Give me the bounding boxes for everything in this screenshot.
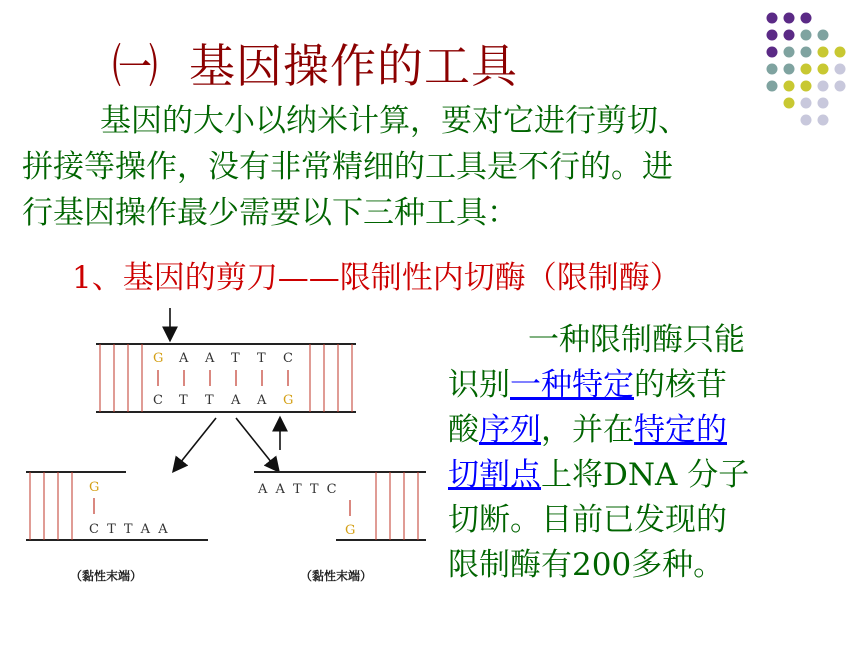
right-sticky-end-fragment [254, 472, 426, 540]
link-specific-kind[interactable]: 一种特定 [510, 367, 634, 403]
link-cut-site[interactable]: 切割点 [448, 457, 541, 493]
intro-line-3: 行基因操作最少需要以下三种工具： [22, 195, 518, 231]
right-top-bases: A A T T C [258, 482, 339, 497]
section-subtitle: 1、基因的剪刀——限制性内切酶（限制酶） [72, 260, 681, 296]
left-sticky-end-fragment [26, 472, 208, 540]
bottom-strand-bases [153, 393, 293, 408]
desc-line-2 [448, 363, 808, 408]
desc-text: 识别 [448, 367, 510, 403]
desc-text: ，并在 [541, 412, 634, 448]
dot-row-3 [767, 47, 846, 58]
dot-row-2 [767, 30, 829, 41]
base-bottom-6: G [283, 393, 294, 408]
restriction-enzyme-diagram [18, 300, 438, 600]
slide-title [112, 30, 518, 96]
desc-line-6: 限制酶有200多种。 [448, 547, 725, 583]
desc-line-5: 切断。目前已发现的 [448, 502, 727, 538]
dot-row-5 [767, 81, 846, 92]
desc-line-3 [448, 408, 808, 453]
intro-line-1: 基因的大小以纳米计算，要对它进行剪切、 [100, 103, 689, 139]
base-bottom-4: A [231, 393, 241, 408]
base-top-3: A [205, 351, 215, 366]
split-arrow-right [236, 418, 276, 468]
split-arrow-left [176, 418, 216, 468]
left-top-base: G [89, 480, 100, 495]
base-top-6: C [283, 351, 293, 366]
top-strand-bases [153, 351, 293, 366]
intact-dna-fragment [96, 344, 356, 412]
desc-line-1: 一种限制酶只能 [528, 322, 745, 358]
base-pair-bonds [158, 370, 288, 386]
intro-paragraph [22, 98, 842, 236]
title-section-number: ㈠ [112, 39, 159, 93]
desc-text: 酸 [448, 412, 479, 448]
left-caption: （黏性末端） [70, 569, 143, 583]
base-top-4: T [231, 351, 240, 366]
left-bottom-bases: C T T A A [89, 522, 170, 537]
right-caption: （黏性末端） [300, 569, 373, 583]
link-sequence[interactable]: 序列 [479, 412, 541, 448]
base-bottom-2: T [179, 393, 188, 408]
base-bottom-3: T [205, 393, 214, 408]
title-text: 基因操作的工具 [189, 39, 518, 93]
link-specific[interactable]: 特定的 [634, 412, 727, 448]
intro-line-2: 拼接等操作，没有非常精细的工具是不行的。进 [22, 149, 673, 185]
desc-line-4 [448, 453, 808, 498]
base-bottom-5: A [257, 393, 267, 408]
base-top-2: A [179, 351, 189, 366]
dot-row-1 [767, 13, 812, 24]
base-top-5: T [257, 351, 266, 366]
desc-text: 上将DNA 分子 [541, 457, 750, 493]
dot-row-4 [767, 64, 846, 75]
right-bottom-base: G [345, 523, 356, 538]
description-paragraph [448, 318, 808, 588]
desc-text: 的核苷 [634, 367, 727, 403]
base-top-1: G [153, 351, 164, 366]
base-bottom-1: C [153, 393, 163, 408]
